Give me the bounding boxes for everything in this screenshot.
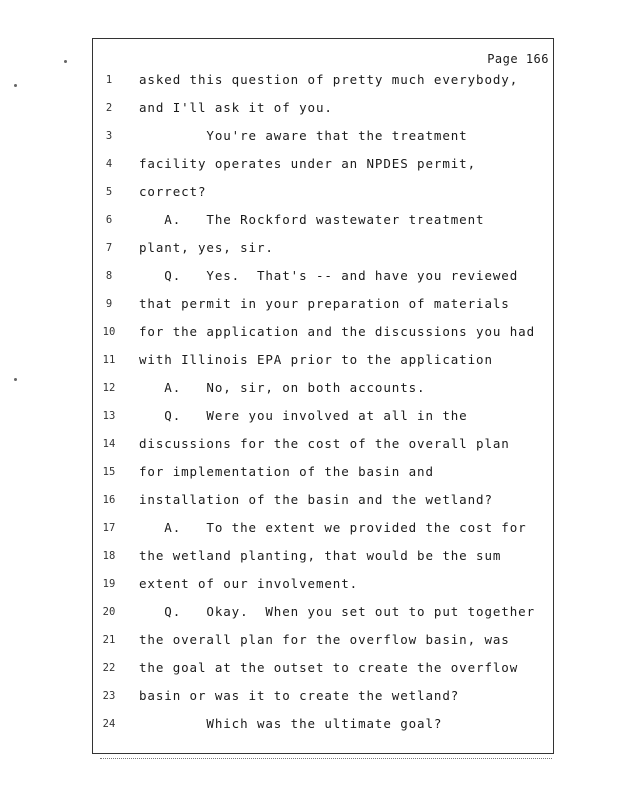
margin-speck [14,84,17,87]
line-text: A. To the extent we provided the cost for [139,520,527,535]
transcript-line [93,238,553,258]
line-text: Q. Were you involved at all in the [139,408,468,423]
line-number: 19 [102,578,116,590]
page-number: Page 166 [487,52,549,66]
line-text: asked this question of pretty much everybody, [139,72,519,87]
transcript-line [93,686,553,706]
transcript-line [93,378,553,398]
line-text: You're aware that the treatment [139,128,468,143]
transcript-line [93,266,553,286]
transcript-line [93,210,553,230]
line-text: Q. Yes. That's -- and have you reviewed [139,268,519,283]
line-text: that permit in your preparation of materials [139,296,510,311]
line-text: installation of the basin and the wetland? [139,492,493,507]
line-number: 14 [102,438,116,450]
line-text: the overall plan for the overflow basin, was [139,632,510,647]
transcript-line [93,602,553,622]
line-text: extent of our involvement. [139,576,359,591]
line-number: 5 [105,186,113,198]
line-text: the wetland planting, that would be the sum [139,548,502,563]
line-number: 17 [102,522,116,534]
transcript-line [93,518,553,538]
line-number: 11 [102,354,116,366]
line-number: 18 [102,550,116,562]
transcript-line [93,70,553,90]
line-number: 16 [102,494,116,506]
transcript-line [93,126,553,146]
margin-speck [64,60,67,63]
margin-speck [14,378,17,381]
line-number: 13 [102,410,116,422]
line-number: 9 [105,298,113,310]
transcript-line [93,462,553,482]
transcript-line [93,714,553,734]
line-number: 22 [102,662,116,674]
transcript-line [93,350,553,370]
transcript-line [93,98,553,118]
line-text: facility operates under an NPDES permit, [139,156,477,171]
line-number: 2 [105,102,113,114]
line-text: A. No, sir, on both accounts. [139,380,426,395]
scan-artifact-line [100,758,552,761]
line-number: 12 [102,382,116,394]
line-text: basin or was it to create the wetland? [139,688,460,703]
line-text: Which was the ultimate goal? [139,716,443,731]
line-text: discussions for the cost of the overall plan [139,436,510,451]
line-number: 8 [105,270,113,282]
transcript-line [93,490,553,510]
transcript-line [93,322,553,342]
transcript-line [93,574,553,594]
line-text: correct? [139,184,207,199]
transcript-line [93,546,553,566]
line-text: for implementation of the basin and [139,464,434,479]
line-text: and I'll ask it of you. [139,100,333,115]
line-number: 23 [102,690,116,702]
line-number: 20 [102,606,116,618]
transcript-line [93,182,553,202]
transcript-line [93,434,553,454]
line-number: 10 [102,326,116,338]
line-number: 7 [105,242,113,254]
line-number: 3 [105,130,113,142]
line-number: 24 [102,718,116,730]
line-number: 15 [102,466,116,478]
line-text: A. The Rockford wastewater treatment [139,212,485,227]
line-text: Q. Okay. When you set out to put together [139,604,536,619]
line-text: for the application and the discussions you had [139,324,536,339]
line-number: 21 [102,634,116,646]
transcript-line [93,154,553,174]
transcript-line [93,294,553,314]
line-text: the goal at the outset to create the overflow [139,660,519,675]
line-text: plant, yes, sir. [139,240,274,255]
line-text: with Illinois EPA prior to the application [139,352,493,367]
transcript-page [92,38,554,754]
line-number: 4 [105,158,113,170]
transcript-line [93,406,553,426]
line-number: 6 [105,214,113,226]
line-number: 1 [105,74,113,86]
transcript-line [93,658,553,678]
transcript-line [93,630,553,650]
